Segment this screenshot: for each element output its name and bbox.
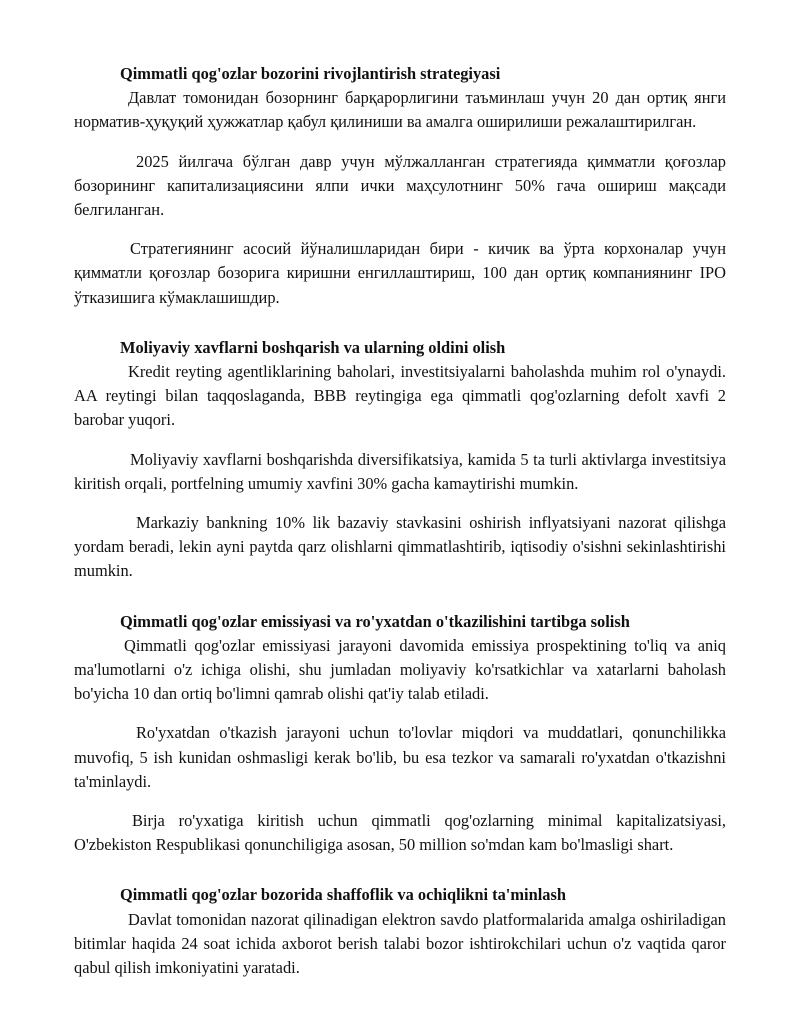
paragraph: Qimmatli qog'ozlar emissiyasi jarayoni davomida emissiya prospektining to'liq va aniq ma'lumotlarni o'z ichiga olishi, shu jumladan moliyaviy ko'rsatkichlar va xatarlarni baholash bo'yicha 10 dan ortiq bo'limni qamrab olishi qat'iy talab etiladi. [74,635,726,704]
section-transparency [74,883,726,980]
paragraph: Стратегиянинг асосий йўналишларидан бири - кичик ва ўрта корхоналар учун қимматли қоғозлар бозорига киришни енгиллаштириш, 100 дан ортиқ компаниянинг IPO ўтказишига кўмаклашишдир. [74,239,726,307]
paragraph: Birja ro'yxatiga kiritish uchun qimmatli qog'ozlarning minimal kapitalizatsiyasi, O'zbekiston Respublikasi qonunchiligiga asosan, 50 million so'mdan kam bo'lmasligi shart. [74,811,726,855]
paragraph: Kredit reyting agentliklarining baholari, investitsiyalarni baholashda muhim rol o'ynaydi. AA reytingi bilan taqqoslaganda, BBB reytingiga ega qimmatli qog'ozlarning defolt xavfi 2 barobar yuqori. [74,362,726,430]
paragraph: Moliyaviy xavflarni boshqarishda diversifikatsiya, kamida 5 ta turli aktivlarga investitsiya kiritish orqali, portfelning umumiy xavfini 30% gacha kamaytirishi mumkin. [74,449,726,493]
section-heading: Qimmatli qog'ozlar emissiyasi va ro'yxatdan o'tkazilishini tartibga solish [120,611,630,631]
paragraph: Markaziy bankning 10% lik bazaviy stavkasini oshirish inflyatsiyani nazorat qilishga yordam beradi, lekin ayni paytda qarz olishlarni qimmatlashtirib, iqtisodiy o'sishni sekinlashtirishi mumkin. [74,513,726,581]
paragraph: Davlat tomonidan nazorat qilinadigan elektron savdo platformalarida amalga oshiriladigan bitimlar haqida 24 soat ichida axborot berish talabi bozor ishtirokchilari uchun o'z vaqtida qaror qabul qilish imkoniyatini yaratadi. [74,909,726,978]
section-risk-management [74,336,726,584]
paragraph: 2025 йилгача бўлган давр учун мўлжалланган стратегияда қимматли қоғозлар бозорининг капитализациясини ялпи ички маҳсулотнинг 50% гача ошириш мақсади белгиланган. [74,151,726,220]
section-heading: Qimmatli qog'ozlar bozorida shaffoflik va ochiqlikni ta'minlash [120,885,566,905]
section-heading: Qimmatli qog'ozlar bozorini rivojlantirish strategiyasi [120,64,501,83]
section-strategy [74,62,726,310]
section-heading: Moliyaviy xavflarni boshqarish va ularning oldini olish [120,337,506,357]
document-page [74,62,726,1006]
section-emission-registration [74,610,726,858]
paragraph: Давлат томонидан бозорнинг барқарорлигини таъминлаш учун 20 дан ортиқ янги норматив-ҳуқуқий ҳужжатлар қабул қилиниши ва амалга оширилиши режалаштирилган. [74,88,726,132]
paragraph: Ro'yxatdan o'tkazish jarayoni uchun to'lovlar miqdori va muddatlari, qonunchilikka muvofiq, 5 ish kunidan oshmasligi kerak bo'lib, bu esa tezkor va samarali ro'yxatdan o'tkazishni ta'minlaydi. [74,723,726,791]
